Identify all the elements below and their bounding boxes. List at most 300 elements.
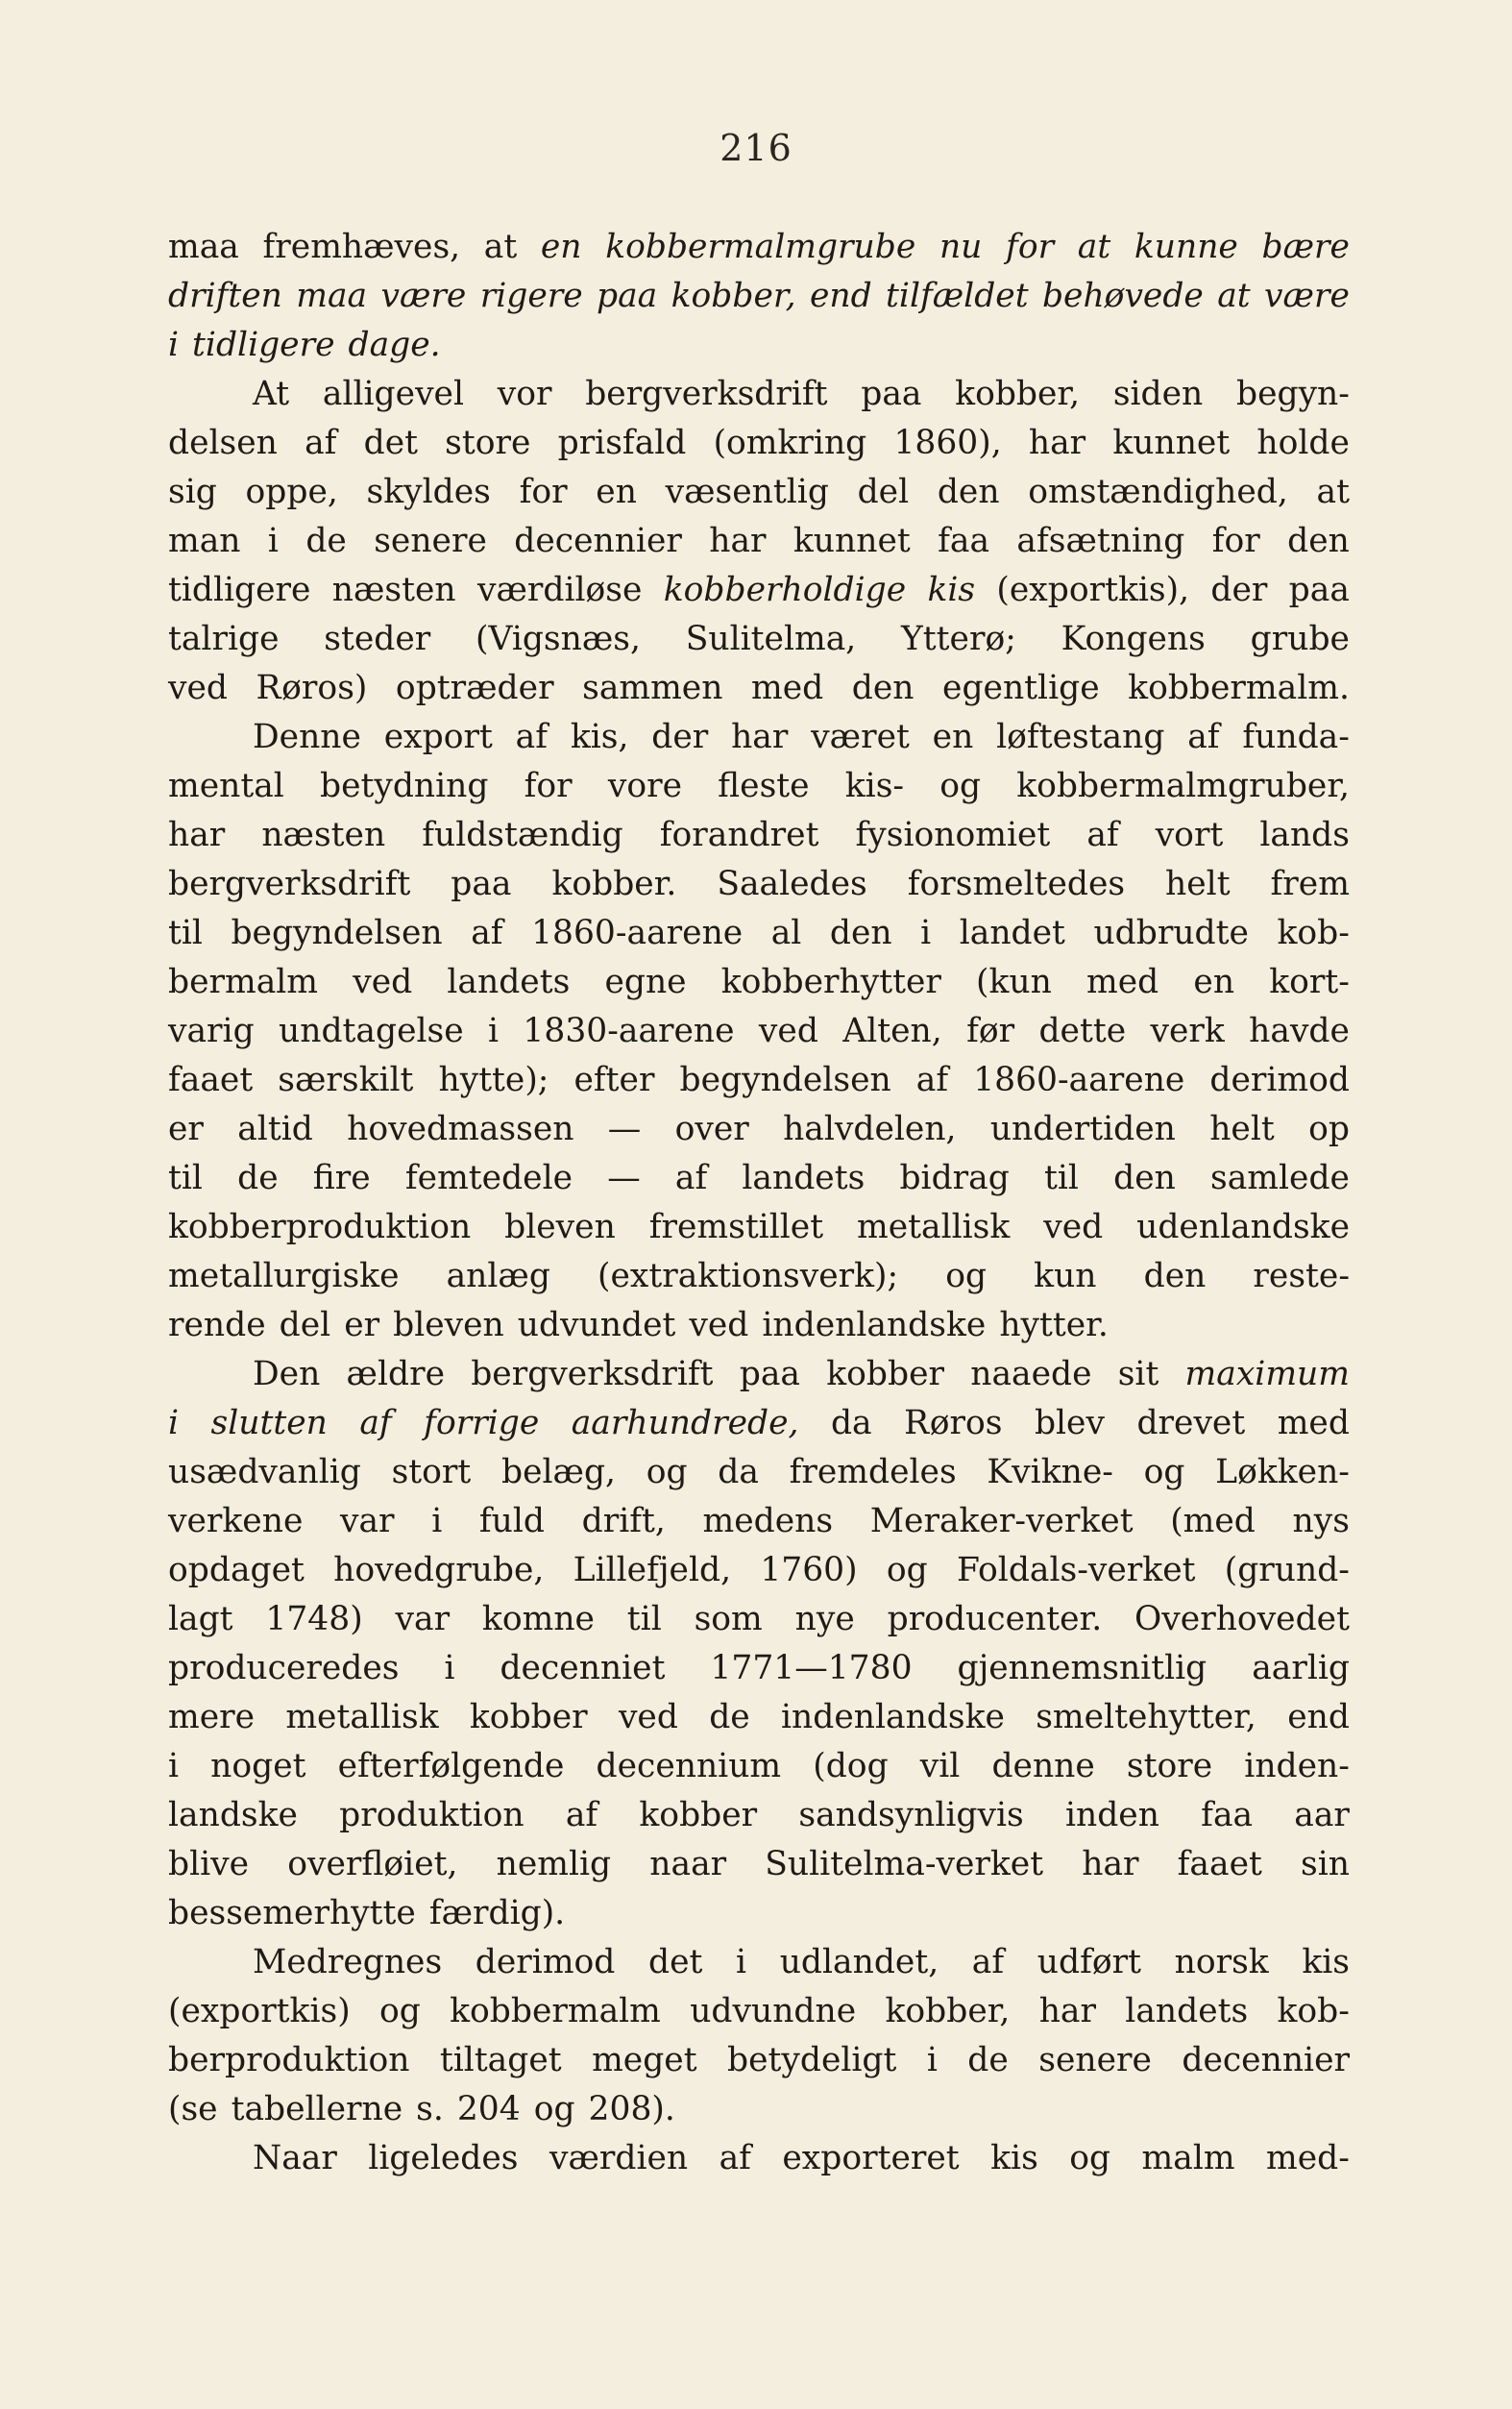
word: være bbox=[380, 277, 467, 315]
word: Den bbox=[253, 1355, 321, 1393]
word: noget bbox=[210, 1747, 306, 1785]
word: driften bbox=[168, 277, 282, 315]
word: export bbox=[383, 718, 493, 756]
text-line bbox=[168, 1301, 1350, 1350]
word: af bbox=[305, 424, 337, 462]
word: nys bbox=[1292, 1502, 1350, 1540]
word: nemlig bbox=[496, 1845, 612, 1883]
word: talrige bbox=[168, 620, 280, 658]
word: tiltaget bbox=[439, 2041, 562, 2079]
word: betydeligt bbox=[727, 2041, 897, 2079]
word: bære bbox=[1261, 228, 1350, 266]
word: den bbox=[829, 914, 892, 952]
word: (exportkis), bbox=[996, 571, 1190, 609]
word: ved bbox=[689, 1306, 749, 1344]
word: Alten, bbox=[842, 1012, 942, 1050]
text-line bbox=[168, 762, 1350, 811]
word: kob- bbox=[1277, 914, 1350, 952]
word: kis bbox=[1302, 1943, 1350, 1981]
word: meget bbox=[592, 2041, 697, 2079]
word: op bbox=[1308, 1110, 1350, 1148]
text-line bbox=[168, 1203, 1350, 1252]
word: egne bbox=[604, 963, 687, 1001]
word: i bbox=[431, 1502, 443, 1540]
word: hytte); bbox=[438, 1061, 549, 1099]
word: produktion bbox=[339, 1796, 524, 1834]
word: kobber, bbox=[885, 1992, 1011, 2030]
word: rende bbox=[168, 1306, 266, 1344]
word: var bbox=[340, 1502, 395, 1540]
word: — bbox=[607, 1159, 641, 1197]
text-line bbox=[168, 2134, 1350, 2183]
text-line bbox=[168, 1056, 1350, 1105]
text-line bbox=[168, 1350, 1350, 1399]
word: maa bbox=[296, 277, 368, 315]
word: og bbox=[1143, 1453, 1185, 1491]
text-line bbox=[168, 272, 1350, 321]
word: fysionomiet bbox=[855, 816, 1051, 854]
word: da bbox=[718, 1453, 759, 1491]
word: faaet bbox=[1177, 1845, 1262, 1883]
word: 204 bbox=[456, 2090, 521, 2128]
text-line bbox=[168, 860, 1350, 909]
word: være bbox=[1264, 277, 1350, 315]
word: alligevel bbox=[322, 375, 465, 413]
word: paa bbox=[1288, 571, 1350, 609]
word: har bbox=[1082, 1845, 1139, 1883]
word: før bbox=[966, 1012, 1015, 1050]
word: 1860-aarene bbox=[531, 914, 744, 952]
word: i bbox=[168, 1404, 180, 1442]
word: ved bbox=[758, 1012, 818, 1050]
word: de bbox=[709, 1698, 750, 1736]
word: begyndelsen bbox=[231, 914, 443, 952]
word: og bbox=[646, 1453, 688, 1491]
text-line bbox=[168, 958, 1350, 1007]
word: funda- bbox=[1242, 718, 1350, 756]
word: optræder bbox=[395, 669, 554, 707]
word: Kvikne- bbox=[987, 1453, 1113, 1491]
word: 1860), bbox=[893, 424, 1002, 462]
word: (extraktionsverk); bbox=[597, 1257, 899, 1295]
word: exporteret bbox=[782, 2139, 960, 2177]
page-number: 216 bbox=[719, 127, 793, 169]
word: landets bbox=[447, 963, 571, 1001]
word: 1760) bbox=[760, 1551, 858, 1589]
word: altid bbox=[237, 1110, 313, 1148]
word: gjennemsnitlig bbox=[957, 1649, 1207, 1687]
word: har bbox=[1038, 1992, 1096, 2030]
word: grube bbox=[1250, 620, 1350, 658]
word: faa bbox=[1201, 1796, 1254, 1834]
text-line bbox=[168, 1595, 1350, 1644]
word: Røros) bbox=[256, 669, 368, 707]
word: ved bbox=[1043, 1208, 1104, 1246]
word: værdiløse bbox=[476, 571, 643, 609]
word: (dog bbox=[813, 1747, 889, 1785]
word: metallisk bbox=[857, 1208, 1011, 1246]
word: den bbox=[1113, 1159, 1176, 1197]
word: malm bbox=[1141, 2139, 1235, 2177]
word: 1748) bbox=[265, 1600, 363, 1638]
word: kob- bbox=[1277, 1992, 1350, 2030]
word: bleven bbox=[393, 1306, 504, 1344]
text-line bbox=[168, 664, 1350, 713]
word: end bbox=[809, 277, 872, 315]
word: helt bbox=[1209, 1110, 1275, 1148]
word: næsten bbox=[261, 816, 386, 854]
word: Sulitelma-verket bbox=[765, 1845, 1044, 1883]
word: betydning bbox=[319, 767, 489, 805]
word: frem bbox=[1270, 865, 1350, 903]
word: Røros bbox=[904, 1404, 1003, 1442]
word: at bbox=[1316, 473, 1350, 511]
word: forrige bbox=[424, 1404, 540, 1442]
word: kobber bbox=[639, 1796, 758, 1834]
word: at bbox=[1217, 277, 1251, 315]
word: (exportkis) bbox=[168, 1992, 351, 2030]
text-line bbox=[168, 811, 1350, 860]
word: kunnet bbox=[1112, 424, 1231, 462]
word: decennium bbox=[596, 1747, 782, 1785]
word: (Vigsnæs, bbox=[476, 620, 641, 658]
word: femtedele bbox=[404, 1159, 573, 1197]
word: Overhovedet bbox=[1134, 1600, 1350, 1638]
word: paa bbox=[739, 1355, 801, 1393]
word: oppe, bbox=[245, 473, 338, 511]
word: nu bbox=[939, 228, 983, 266]
word: ved bbox=[618, 1698, 678, 1736]
word: var bbox=[395, 1600, 451, 1638]
word: af bbox=[674, 1159, 708, 1197]
word: del bbox=[857, 473, 910, 511]
word: med bbox=[1086, 963, 1159, 1001]
word: i bbox=[168, 1747, 180, 1785]
word: og bbox=[945, 1257, 988, 1295]
word: blive bbox=[168, 1845, 250, 1883]
word: af bbox=[515, 718, 548, 756]
word: Meraker-verket bbox=[869, 1502, 1134, 1540]
word: i bbox=[444, 1649, 455, 1687]
word: hytter. bbox=[999, 1306, 1109, 1344]
text-line bbox=[168, 1889, 1350, 1938]
word: decennier bbox=[1182, 2041, 1350, 2079]
word: begyn- bbox=[1235, 375, 1350, 413]
text-line bbox=[168, 419, 1350, 468]
word: af bbox=[1086, 816, 1119, 854]
text-line bbox=[168, 468, 1350, 517]
word: mere bbox=[168, 1698, 256, 1736]
word: decennier bbox=[514, 522, 682, 560]
word: særskilt bbox=[278, 1061, 414, 1099]
word: den bbox=[1143, 1257, 1207, 1295]
word: paa bbox=[861, 375, 922, 413]
word: kobber, bbox=[671, 277, 796, 315]
word: løftestang bbox=[996, 718, 1165, 756]
word: til bbox=[168, 1159, 203, 1197]
word: tidligere bbox=[192, 326, 335, 364]
word: s. bbox=[416, 2090, 444, 2128]
word: senere bbox=[1038, 2041, 1152, 2079]
word: har bbox=[1028, 424, 1086, 462]
word: hovedgrube, bbox=[333, 1551, 545, 1589]
word: drevet bbox=[1136, 1404, 1246, 1442]
word: naaede bbox=[970, 1355, 1092, 1393]
word: udenlandske bbox=[1136, 1208, 1350, 1246]
word: kunne bbox=[1134, 228, 1238, 266]
word: fire bbox=[312, 1159, 371, 1197]
text-line bbox=[168, 1105, 1350, 1154]
word: kobberholdige bbox=[663, 571, 907, 609]
word: i bbox=[267, 522, 279, 560]
word: senere bbox=[374, 522, 487, 560]
word: metallisk bbox=[285, 1698, 439, 1736]
word: Kongens bbox=[1061, 620, 1206, 658]
word: kobbermalmgruber, bbox=[1016, 767, 1350, 805]
word: bergverksdrift bbox=[168, 865, 411, 903]
word: (se bbox=[168, 2090, 218, 2128]
word: med bbox=[751, 669, 824, 707]
word: bermalm bbox=[168, 963, 319, 1001]
word: paa bbox=[451, 865, 512, 903]
word: undertiden bbox=[989, 1110, 1176, 1148]
word: kis- bbox=[844, 767, 905, 805]
text-line bbox=[168, 1252, 1350, 1301]
word: bergverksdrift bbox=[585, 375, 828, 413]
word: fuld bbox=[478, 1502, 545, 1540]
word: værdien bbox=[549, 2139, 689, 2177]
word: for bbox=[1211, 522, 1260, 560]
word: vor bbox=[497, 375, 552, 413]
word: kobbermalm bbox=[450, 1992, 661, 2030]
word: ved bbox=[168, 669, 228, 707]
text-line bbox=[168, 566, 1350, 615]
word: belæg, bbox=[500, 1453, 616, 1491]
word: samlede bbox=[1210, 1159, 1350, 1197]
word: Lillefjeld, bbox=[573, 1551, 732, 1589]
word: for bbox=[519, 473, 568, 511]
word: det bbox=[648, 1943, 703, 1981]
word: de bbox=[967, 2041, 1009, 2079]
word: fremstillet bbox=[648, 1208, 824, 1246]
text-line bbox=[168, 1546, 1350, 1595]
word: en bbox=[540, 228, 582, 266]
word: kobber, bbox=[955, 375, 1081, 413]
word: og bbox=[1069, 2139, 1111, 2177]
word: forandret bbox=[659, 816, 819, 854]
word: helt bbox=[1165, 865, 1231, 903]
word: faaet bbox=[168, 1061, 254, 1099]
word: til bbox=[626, 1600, 662, 1638]
word: produceredes bbox=[168, 1649, 400, 1687]
word: kis bbox=[927, 571, 976, 609]
word: udvundet bbox=[517, 1306, 676, 1344]
word: væsentlig bbox=[665, 473, 829, 511]
word: kobber bbox=[826, 1355, 944, 1393]
word: sammen bbox=[582, 669, 723, 707]
word: skyldes bbox=[366, 473, 491, 511]
word: behøvede bbox=[1041, 277, 1204, 315]
word: vil bbox=[919, 1747, 961, 1785]
word: del bbox=[279, 1306, 331, 1344]
word: kobbermalm. bbox=[1128, 669, 1350, 707]
word: at bbox=[1077, 228, 1111, 266]
word: vore bbox=[607, 767, 683, 805]
text-line bbox=[168, 1007, 1350, 1056]
word: over bbox=[674, 1110, 749, 1148]
text-line bbox=[168, 517, 1350, 566]
text-line bbox=[168, 1497, 1350, 1546]
word: med- bbox=[1266, 2139, 1350, 2177]
word: delsen bbox=[168, 424, 278, 462]
word: kis, bbox=[570, 718, 629, 756]
word: kobber bbox=[469, 1698, 588, 1736]
text-line bbox=[168, 1644, 1350, 1693]
word: tidligere bbox=[168, 571, 311, 609]
word: undtagelse bbox=[279, 1012, 464, 1050]
word: steder bbox=[324, 620, 431, 658]
word: i bbox=[488, 1012, 500, 1050]
word: bergverksdrift bbox=[471, 1355, 714, 1393]
word: sandsynligvis bbox=[798, 1796, 1024, 1834]
word: er bbox=[344, 1306, 380, 1344]
word: lands bbox=[1259, 816, 1350, 854]
word: landets bbox=[742, 1159, 866, 1197]
word: opdaget bbox=[168, 1551, 305, 1589]
word: 208). bbox=[588, 2090, 675, 2128]
word: Foldals-verket bbox=[956, 1551, 1196, 1589]
text-line bbox=[168, 1448, 1350, 1497]
text-line bbox=[168, 1938, 1350, 1987]
text-line bbox=[168, 615, 1350, 664]
word: producenter. bbox=[887, 1600, 1103, 1638]
word: Sulitelma, bbox=[685, 620, 857, 658]
text-line bbox=[168, 2085, 1350, 2134]
word: at bbox=[483, 228, 518, 266]
word: med bbox=[1277, 1404, 1350, 1442]
word: bessemerhytte bbox=[168, 1894, 416, 1932]
word: fuldstændig bbox=[422, 816, 623, 854]
word: der bbox=[651, 718, 709, 756]
word: til bbox=[168, 914, 203, 952]
word: af bbox=[359, 1404, 392, 1442]
word: landets bbox=[1125, 1992, 1249, 2030]
word: udført bbox=[1036, 1943, 1141, 1981]
word: den bbox=[1287, 522, 1350, 560]
word: ældre bbox=[346, 1355, 445, 1393]
word: maximum bbox=[1184, 1355, 1350, 1393]
word: stort bbox=[391, 1453, 472, 1491]
word: Saaledes bbox=[717, 865, 867, 903]
word: af bbox=[471, 914, 503, 952]
word: lagt bbox=[168, 1600, 233, 1638]
word: af bbox=[565, 1796, 598, 1834]
word: efterfølgende bbox=[337, 1747, 565, 1785]
word: været bbox=[811, 718, 910, 756]
word: verkene bbox=[168, 1502, 304, 1540]
word: At bbox=[253, 375, 290, 413]
word: usædvanlig bbox=[168, 1453, 361, 1491]
word: paa bbox=[597, 277, 658, 315]
word: forsmeltedes bbox=[907, 865, 1126, 903]
word: indenlandske bbox=[762, 1306, 987, 1344]
word: fleste bbox=[718, 767, 810, 805]
word: Løkken- bbox=[1215, 1453, 1350, 1491]
word: udlandet, bbox=[779, 1943, 939, 1981]
word: en bbox=[1193, 963, 1235, 1001]
word: dage. bbox=[348, 326, 441, 364]
word: derimod bbox=[475, 1943, 616, 1981]
word: varig bbox=[168, 1012, 255, 1050]
word: begyndelsen bbox=[679, 1061, 891, 1099]
word: for bbox=[524, 767, 573, 805]
word: for bbox=[1006, 228, 1055, 266]
word: aar bbox=[1294, 1796, 1350, 1834]
word: medens bbox=[702, 1502, 834, 1540]
word: store bbox=[1126, 1747, 1213, 1785]
word: (omkring bbox=[713, 424, 867, 462]
word: kunnet bbox=[793, 522, 911, 560]
word: den bbox=[937, 473, 1000, 511]
word: (kun bbox=[976, 963, 1052, 1001]
word: af bbox=[719, 2139, 751, 2177]
word: en bbox=[932, 718, 974, 756]
word: havde bbox=[1249, 1012, 1350, 1050]
word: da bbox=[830, 1404, 872, 1442]
word: (grund- bbox=[1224, 1551, 1350, 1589]
word: prisfald bbox=[557, 424, 687, 462]
word: er bbox=[168, 1110, 204, 1148]
word: kobbermalmgrube bbox=[605, 228, 916, 266]
word: halvdelen, bbox=[783, 1110, 957, 1148]
word: den bbox=[851, 669, 915, 707]
word: tilfældet bbox=[886, 277, 1029, 315]
word: i bbox=[920, 914, 932, 952]
word: af bbox=[1187, 718, 1220, 756]
word: afsætning bbox=[1016, 522, 1185, 560]
word: rigere bbox=[479, 277, 583, 315]
word: inden- bbox=[1244, 1747, 1350, 1785]
word: i bbox=[168, 326, 180, 364]
word: 1830-aarene bbox=[523, 1012, 735, 1050]
word: — bbox=[607, 1110, 642, 1148]
word: tabellerne bbox=[231, 2090, 403, 2128]
word: (med bbox=[1170, 1502, 1256, 1540]
word: sit bbox=[1117, 1355, 1159, 1393]
word: Ytterø; bbox=[901, 620, 1016, 658]
word: kobber. bbox=[551, 865, 677, 903]
word: siden bbox=[1112, 375, 1204, 413]
word: smeltehytter, bbox=[1036, 1698, 1256, 1736]
word: derimod bbox=[1209, 1061, 1350, 1099]
word: verk bbox=[1150, 1012, 1225, 1050]
word: overfløiet, bbox=[287, 1845, 458, 1883]
word: og bbox=[533, 2090, 575, 2128]
word: næsten bbox=[331, 571, 456, 609]
word: holde bbox=[1256, 424, 1350, 462]
word: som bbox=[694, 1600, 763, 1638]
word: hovedmassen bbox=[347, 1110, 574, 1148]
word: fremdeles bbox=[789, 1453, 957, 1491]
word: aarlig bbox=[1252, 1649, 1350, 1687]
word: decenniet bbox=[500, 1649, 666, 1687]
text-line bbox=[168, 1987, 1350, 2036]
word: færdig). bbox=[428, 1894, 566, 1932]
word: og bbox=[378, 1992, 421, 2030]
word: der bbox=[1210, 571, 1268, 609]
word: metallurgiske bbox=[168, 1257, 400, 1295]
word: kun bbox=[1034, 1257, 1097, 1295]
